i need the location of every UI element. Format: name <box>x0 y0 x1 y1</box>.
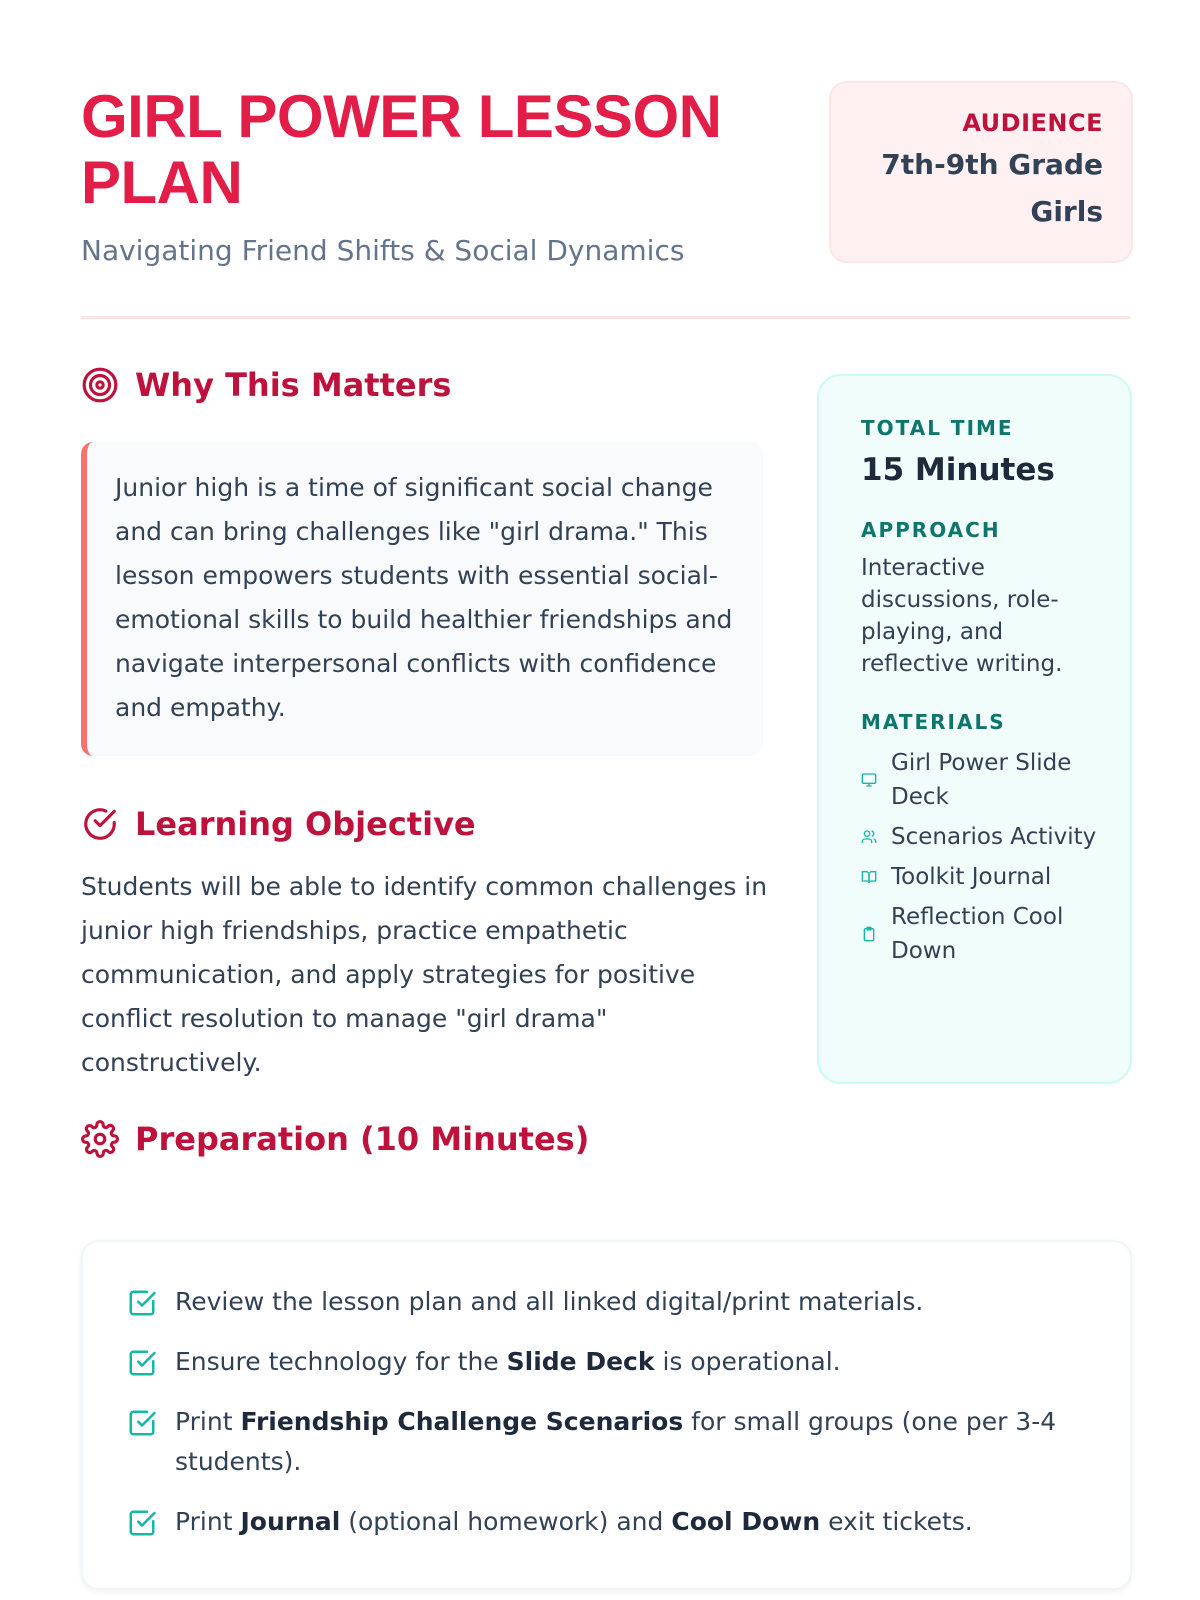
why-callout: Junior high is a time of significant social change and can bring challenges like "girl drama." This lesson empowers students with essential social-emotional skills to build healthier friendships and navigate interpersonal conflicts with confidence and empathy. <box>81 442 763 756</box>
checkbox-checked-icon <box>127 1408 157 1438</box>
material-item-slide-deck <box>861 746 1100 814</box>
prep-item <box>127 1282 1090 1322</box>
audience-value-line2: Girls <box>1030 195 1103 228</box>
total-time-value: 15 Minutes <box>861 452 1055 488</box>
prep-item-text: Review the lesson plan and all linked digital/print materials. <box>175 1287 924 1316</box>
objective-text: Students will be able to identify common challenges in junior high friendships, practice empathetic communication, and apply strategies for positive conflict resolution to manage "girl drama" constructively. <box>81 872 768 1077</box>
preparation-title: Preparation (10 Minutes) <box>135 1120 590 1158</box>
material-item-journal <box>861 860 1100 894</box>
audience-label: AUDIENCE <box>962 109 1103 137</box>
why-heading <box>81 366 451 404</box>
book-open-icon <box>861 869 877 885</box>
audience-value <box>831 141 1103 235</box>
objective-heading <box>81 805 476 843</box>
target-icon <box>81 366 119 404</box>
preparation-checklist <box>81 1240 1132 1590</box>
check-circle-icon <box>81 805 119 843</box>
approach-value: Interactive discussions, role-playing, and reflective writing. <box>861 555 1063 677</box>
material-label: Reflection Cool Down <box>891 904 1064 964</box>
header-divider <box>81 316 1131 319</box>
users-icon <box>861 829 877 845</box>
checkbox-checked-icon <box>127 1288 157 1318</box>
objective-title: Learning Objective <box>135 805 476 843</box>
preparation-heading <box>81 1120 589 1158</box>
page-title: GIRL POWER LESSON PLAN <box>81 83 722 216</box>
presentation-icon <box>861 772 877 788</box>
lesson-summary-card <box>817 374 1132 1084</box>
why-title: Why This Matters <box>135 366 452 404</box>
checkbox-checked-icon <box>127 1508 157 1538</box>
materials-label: MATERIALS <box>861 710 1006 734</box>
prep-item-text: Print Friendship Challenge Scenarios for small groups (one per 3-4 students). <box>175 1407 1057 1476</box>
page-subtitle: Navigating Friend Shifts & Social Dynamics <box>81 234 685 267</box>
prep-item <box>127 1342 1090 1382</box>
gear-icon <box>81 1120 119 1158</box>
checkbox-checked-icon <box>127 1348 157 1378</box>
prep-item <box>127 1402 1090 1482</box>
prep-item-text: Print Journal (optional homework) and Cool Down exit tickets. <box>175 1507 973 1536</box>
clipboard-icon <box>861 926 877 942</box>
total-time-label: TOTAL TIME <box>861 416 1014 440</box>
preparation-list <box>127 1282 1090 1542</box>
audience-card <box>829 81 1133 263</box>
material-label: Scenarios Activity <box>891 824 1097 850</box>
prep-item <box>127 1502 1090 1542</box>
materials-list <box>861 746 1100 968</box>
material-item-cool-down <box>861 900 1100 968</box>
material-item-scenarios <box>861 820 1100 854</box>
material-label: Toolkit Journal <box>891 864 1052 890</box>
approach-label: APPROACH <box>861 518 1001 542</box>
material-label: Girl Power Slide Deck <box>891 750 1072 810</box>
audience-value-line1: 7th-9th Grade <box>881 148 1103 181</box>
header <box>81 78 1131 318</box>
prep-item-text: Ensure technology for the Slide Deck is operational. <box>175 1347 841 1376</box>
